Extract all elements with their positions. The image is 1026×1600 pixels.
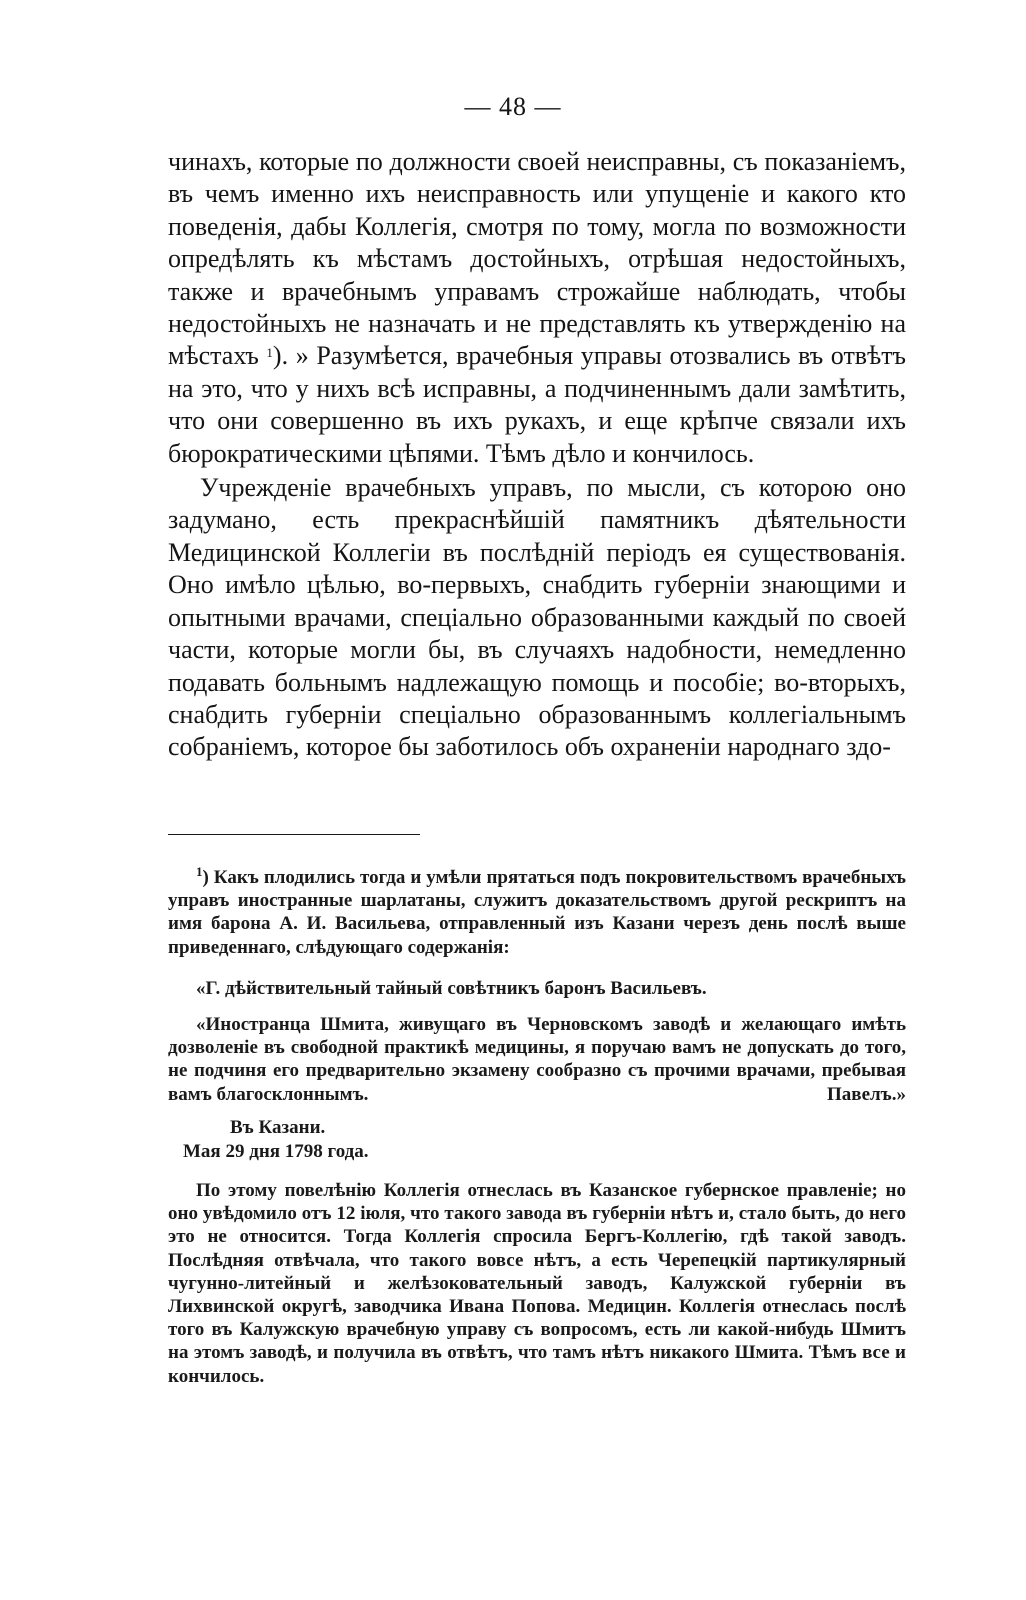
footnote-intro (168, 866, 906, 959)
paragraph-1-text: чинахъ, которые по должности своей неисправны, съ показаніемъ, въ чемъ именно ихъ неисправность или упущеніе и какого кто поведенія, дабы Коллегія, смотря по тому, могла по возможности опредѣлять къ мѣстамъ достойныхъ, отрѣшая недостойныхъ, также и врачебнымъ управамъ строжайше наблюдать, чтобы недостойныхъ не назначать и не представлять къ утвержденію на мѣстахъ (168, 147, 906, 371)
paragraph-1-continuation: ). » Разумѣется, врачебныя управы отозвались въ отвѣтъ на это, что у нихъ всѣ исправны, а подчиненнымъ дали замѣтить, что они совершенно въ ихъ рукахъ, и еще крѣпче связали ихъ бюрократическими цѣпями. Тѣмъ дѣло и кончилось. (168, 341, 907, 468)
footnote-letter-body: «Иностранца Шмита, живущаго въ Черновскомъ заводѣ и желающаго имѣть дозволеніе въ свободной практикѣ медицины, я поручаю вамъ не допускать до того, не подчиня его предварительно экзамену сообразно съ прочими врачами, пребывая вамъ благосклоннымъ. (168, 1014, 906, 1105)
footnote-mark: 1 (196, 864, 203, 879)
footnote-signature: Павелъ.» (827, 1083, 906, 1105)
footnote-divider (168, 834, 420, 835)
footnote-letter (168, 1013, 906, 1106)
footnote-intro-text: ) Какъ плодились тогда и умѣли прятаться подъ покровительствомъ врачебныхъ управъ иностранные шарлатаны, служитъ доказательствомъ другой рескриптъ на имя барона А. И. Васильева, отправленный изъ Казани черезъ день послѣ выше приведеннаго, слѣдующаго содержанія: (168, 867, 906, 958)
main-text (168, 146, 906, 764)
footnote-place: Въ Казани. (230, 1117, 326, 1138)
footnote-address (168, 977, 906, 1000)
footnote-date: Мая 29 дня 1798 года. (183, 1141, 369, 1162)
page-number: — 48 — (464, 92, 562, 121)
paragraph-2: Учрежденіе врачебныхъ управъ, по мысли, съ которою оно задумано, есть прекраснѣйшій памятникъ дѣятельности Медицинской Коллегіи въ послѣдній періодъ ея существованія. Оно имѣло цѣлью, во-первыхъ, снабдить губерніи знающими и опытными врачами, спеціально образованными каждый по своей части, которые могли бы, въ случаяхъ надобности, немедленно подавать больнымъ надлежащую помощь и пособіе; во-вторыхъ, снабдить губерніи спеціально образованнымъ коллегіальнымъ собраніемъ, которое бы заботилось объ охраненіи народнаго здо- (168, 473, 906, 762)
footnote-address-text: «Г. дѣйствительный тайный совѣтникъ баронъ Васильевъ. (196, 978, 707, 999)
footnote-continuation-text: По этому повелѣнію Коллегія отнеслась въ Казанское губернское правленіе; но оно увѣдомило отъ 12 іюля, что такого завода въ губерніи нѣтъ и, стало быть, до него это не относится. Тогда Коллегія спросила Бергъ-Коллегію, гдѣ такой заводъ. Послѣдняя отвѣчала, что такого вовсе нѣтъ, а есть Черепецкій партикулярный чугунно-литейный и желѣзоковательный заводъ, Калужской губерніи въ Лихвинской округѣ, заводчика Ивана Попова. Медицин. Коллегія отнеслась послѣ того въ Калужскую врачебную управу съ вопросомъ, есть ли какой-нибудь Шмитъ на этомъ заводѣ, и получила въ отвѣтъ, что тамъ нѣтъ никакого Шмита. Тѣмъ все и кончилось. (168, 1180, 906, 1387)
footnote-reference: 1 (266, 345, 273, 361)
footnote-letter-text (168, 1013, 906, 1106)
paragraph-1 (168, 146, 906, 470)
footnote-continuation (168, 1179, 906, 1388)
footnote-intro-paragraph (168, 866, 906, 959)
